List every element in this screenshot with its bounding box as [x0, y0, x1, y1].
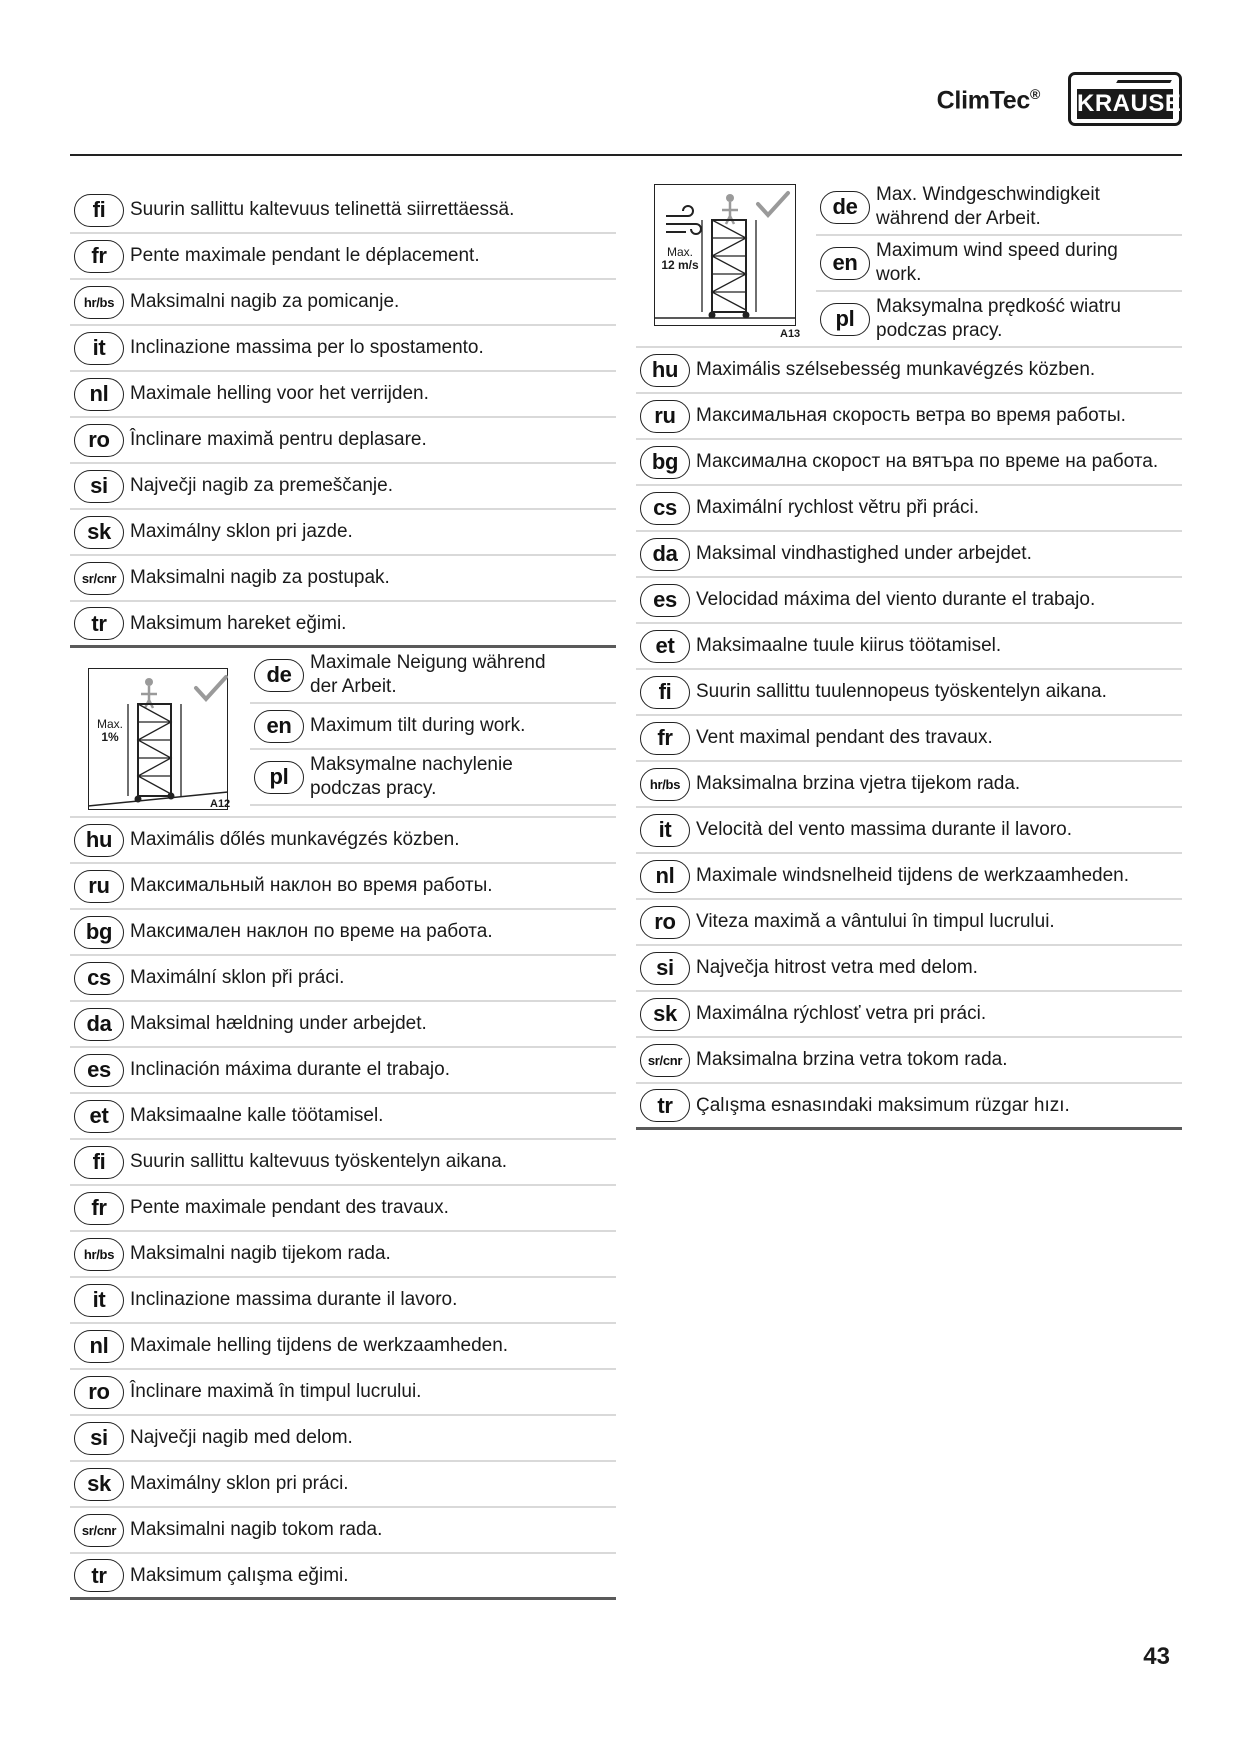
language-badge: ro: [74, 424, 124, 457]
language-badge: pl: [820, 303, 870, 336]
list-item: [636, 808, 1182, 854]
language-badge: tr: [74, 1559, 124, 1592]
list-item: [70, 372, 616, 418]
list-item-text: Maximální sklon při práci.: [130, 967, 345, 988]
language-badge: hu: [74, 824, 124, 857]
language-badge: cs: [640, 492, 690, 525]
language-badge: et: [640, 630, 690, 663]
tilt-work-list: [70, 818, 616, 1600]
list-item: [636, 670, 1182, 716]
list-item: [70, 864, 616, 910]
page-number: 43: [1143, 1643, 1170, 1670]
list-item-text: Velocidad máxima del viento durante el trabajo.: [696, 589, 1096, 610]
list-item-text: Maximálny sklon pri jazde.: [130, 521, 353, 542]
list-item: [636, 992, 1182, 1038]
language-badge: nl: [74, 1330, 124, 1363]
language-badge: fr: [640, 722, 690, 755]
list-item: [70, 1002, 616, 1048]
list-item-text: Maksimal hældning under arbejdet.: [130, 1013, 427, 1034]
language-badge: fi: [74, 194, 124, 227]
language-badge: de: [820, 191, 870, 224]
list-item-text: Maksymalna prędkość wiatru podczas pracy.: [876, 296, 1121, 341]
list-item-text: Maksimaalne tuule kiirus töötamisel.: [696, 635, 1002, 656]
language-badge: si: [640, 952, 690, 985]
list-item-text: Maksimum hareket eğimi.: [130, 612, 347, 634]
list-item-text: Suurin sallittu tuulennopeus työskentelyn aikana.: [696, 681, 1107, 702]
language-badge: hr/bs: [640, 768, 690, 801]
list-item: [70, 602, 616, 648]
language-badge: ro: [74, 1376, 124, 1409]
list-item: [70, 280, 616, 326]
list-item-text: Maksimal vindhastighed under arbejdet.: [696, 543, 1032, 564]
registered-mark: ®: [1029, 86, 1040, 102]
list-item: [70, 556, 616, 602]
list-item: [70, 818, 616, 864]
list-item: [636, 900, 1182, 946]
language-badge: si: [74, 1422, 124, 1455]
list-item: [70, 1232, 616, 1278]
product-name: [937, 86, 1040, 115]
language-badge: en: [820, 247, 870, 280]
list-item-text: Viteza maximă a vântului în timpul lucrului.: [696, 911, 1055, 932]
list-item-text: Maximale helling tijdens de werkzaamheden.: [130, 1335, 509, 1356]
wind-speed-list: [636, 348, 1182, 1130]
list-item-text: Înclinare maximă pentru deplasare.: [130, 429, 427, 450]
language-badge: si: [74, 470, 124, 503]
language-badge: sk: [640, 998, 690, 1031]
language-badge: fi: [74, 1146, 124, 1179]
language-badge: tr: [640, 1089, 690, 1122]
language-badge: hu: [640, 354, 690, 387]
figure-label: A13: [780, 328, 801, 340]
language-badge: ro: [640, 906, 690, 939]
list-item: [70, 1508, 616, 1554]
list-item-text: Vent maximal pendant des travaux.: [696, 727, 993, 748]
list-item: [70, 188, 616, 234]
list-item-text: Velocità del vento massima durante il lavoro.: [696, 819, 1072, 840]
list-item-text: Maksimalna brzina vetra tokom rada.: [696, 1049, 1008, 1070]
list-item: [816, 292, 1182, 348]
list-item: [636, 716, 1182, 762]
list-item-text: Inclinazione massima per lo spostamento.: [130, 337, 484, 358]
list-item-text: Maximális szélsebesség munkavégzés közben.: [696, 359, 1096, 380]
figure-a12-rows: [250, 648, 616, 816]
list-item-text: Înclinare maximă în timpul lucrului.: [130, 1381, 422, 1402]
figure-a13-block: [636, 180, 1182, 348]
list-item-text: Maximale Neigung während der Arbeit.: [310, 652, 546, 697]
language-badge: cs: [74, 962, 124, 995]
list-item: [636, 578, 1182, 624]
max-label-value: 12 m/s: [661, 258, 699, 272]
list-item-text: Največji nagib med delom.: [130, 1427, 353, 1448]
logo-text: KRAUSE: [1077, 90, 1182, 117]
list-item-text: Maximum tilt during work.: [310, 715, 526, 736]
language-badge: pl: [254, 761, 304, 794]
language-badge: nl: [74, 378, 124, 411]
language-badge: sr/cnr: [74, 1514, 124, 1547]
language-badge: da: [74, 1008, 124, 1041]
max-label-line1: Max.: [666, 245, 693, 259]
language-badge: sr/cnr: [74, 562, 124, 595]
language-badge: bg: [640, 446, 690, 479]
list-item-text: Maximale helling voor het verrijden.: [130, 383, 429, 404]
list-item: [70, 1554, 616, 1600]
list-item-text: Inclinación máxima durante el trabajo.: [130, 1059, 451, 1080]
list-item-text: Maksimalni nagib tokom rada.: [130, 1519, 383, 1540]
language-badge: en: [254, 710, 304, 743]
list-item: [636, 440, 1182, 486]
list-item-text: Največji nagib za premeščanje.: [130, 475, 393, 496]
left-column: [70, 188, 616, 1600]
list-item-text: Maximális dőlés munkavégzés közben.: [130, 829, 460, 850]
list-item: [70, 1416, 616, 1462]
language-badge: ru: [640, 400, 690, 433]
list-item-text: Maximální rychlost větru při práci.: [696, 497, 979, 518]
list-item-text: Maximálna rýchlosť vetra pri práci.: [696, 1003, 987, 1024]
language-badge: hr/bs: [74, 286, 124, 319]
list-item: [70, 1140, 616, 1186]
list-item: [636, 348, 1182, 394]
list-item: [250, 648, 616, 704]
language-badge: it: [74, 1284, 124, 1317]
list-item-text: Maksimalna brzina vjetra tijekom rada.: [696, 773, 1021, 794]
list-item: [70, 1324, 616, 1370]
list-item: [70, 234, 616, 280]
list-item: [70, 1048, 616, 1094]
list-item-text: Maksymalne nachylenie podczas pracy.: [310, 754, 513, 799]
list-item: [816, 180, 1182, 236]
language-badge: de: [254, 659, 304, 692]
figure-a13: [636, 180, 816, 348]
list-item: [636, 624, 1182, 670]
language-badge: fr: [74, 240, 124, 273]
figure-a12-block: [70, 648, 616, 818]
max-label-value: 1%: [101, 730, 119, 744]
language-badge: sk: [74, 516, 124, 549]
page-header: [70, 68, 1182, 156]
list-item-text: Suurin sallittu kaltevuus telinettä siirrettäessä.: [130, 199, 515, 220]
right-column: [636, 180, 1182, 1130]
list-item-text: Maximale windsnelheid tijdens de werkzaamheden.: [696, 865, 1130, 886]
list-item-text: Inclinazione massima durante il lavoro.: [130, 1289, 458, 1310]
list-item: [636, 946, 1182, 992]
language-badge: sk: [74, 1468, 124, 1501]
language-badge: da: [640, 538, 690, 571]
figure-label: A12: [210, 798, 231, 810]
logo-swoosh: [1116, 80, 1172, 83]
language-badge: it: [640, 814, 690, 847]
list-item: [70, 326, 616, 372]
list-item: [70, 910, 616, 956]
list-item-text: Maximum wind speed during work.: [876, 240, 1118, 285]
list-item: [636, 532, 1182, 578]
list-item: [816, 236, 1182, 292]
language-badge: ru: [74, 870, 124, 903]
language-badge: fr: [74, 1192, 124, 1225]
max-label-line1: Max.: [96, 717, 123, 731]
list-item-text: Maksimum çalışma eğimi.: [130, 1564, 349, 1586]
list-item: [70, 1186, 616, 1232]
list-item-text: Максимальная скорость ветра во время работы.: [696, 405, 1126, 426]
list-item: [636, 1084, 1182, 1130]
list-item: [636, 486, 1182, 532]
language-badge: es: [640, 584, 690, 617]
list-item-text: Maksimalni nagib tijekom rada.: [130, 1243, 391, 1264]
list-item: [636, 394, 1182, 440]
max-tilt-label: [92, 718, 128, 744]
list-item-text: Максимален наклон по време на работа.: [130, 921, 493, 942]
krause-logo: [1068, 72, 1182, 126]
list-item-text: Največja hitrost vetra med delom.: [696, 957, 978, 978]
list-item-text: Maximálny sklon pri práci.: [130, 1473, 349, 1494]
list-item-text: Максимална скорост на вятъра по време на работа.: [696, 451, 1159, 472]
product-name-text: ClimTec: [936, 86, 1030, 115]
figure-a12: [70, 648, 250, 818]
language-badge: tr: [74, 607, 124, 640]
list-item-text: Çalışma esnasındaki maksimum rüzgar hızı.: [696, 1094, 1070, 1116]
language-badge: hr/bs: [74, 1238, 124, 1271]
language-badge: es: [74, 1054, 124, 1087]
list-item-text: Suurin sallittu kaltevuus työskentelyn aikana.: [130, 1151, 508, 1172]
list-item-text: Maksimalni nagib za postupak.: [130, 567, 390, 588]
list-item: [70, 464, 616, 510]
list-item-text: Максимальный наклон во время работы.: [130, 875, 493, 896]
list-item: [636, 762, 1182, 808]
list-item: [636, 854, 1182, 900]
list-item-text: Pente maximale pendant des travaux.: [130, 1197, 449, 1218]
language-badge: nl: [640, 860, 690, 893]
language-badge: it: [74, 332, 124, 365]
list-item: [70, 1278, 616, 1324]
list-item: [70, 510, 616, 556]
list-item: [250, 704, 616, 750]
list-item-text: Maksimalni nagib za pomicanje.: [130, 291, 400, 312]
figure-a13-rows: [816, 180, 1182, 346]
list-item: [70, 1462, 616, 1508]
list-item: [70, 956, 616, 1002]
list-item: [70, 1370, 616, 1416]
list-item: [250, 750, 616, 806]
language-badge: et: [74, 1100, 124, 1133]
list-item: [70, 1094, 616, 1140]
language-badge: bg: [74, 916, 124, 949]
list-item: [636, 1038, 1182, 1084]
list-item-text: Max. Windgeschwindigkeit während der Arbeit.: [876, 184, 1100, 229]
language-badge: fi: [640, 676, 690, 709]
tilt-moving-list: [70, 188, 616, 648]
list-item: [70, 418, 616, 464]
list-item-text: Maksimaalne kalle töötamisel.: [130, 1105, 384, 1126]
list-item-text: Pente maximale pendant le déplacement.: [130, 245, 480, 266]
max-wind-label: [654, 246, 706, 272]
language-badge: sr/cnr: [640, 1044, 690, 1077]
